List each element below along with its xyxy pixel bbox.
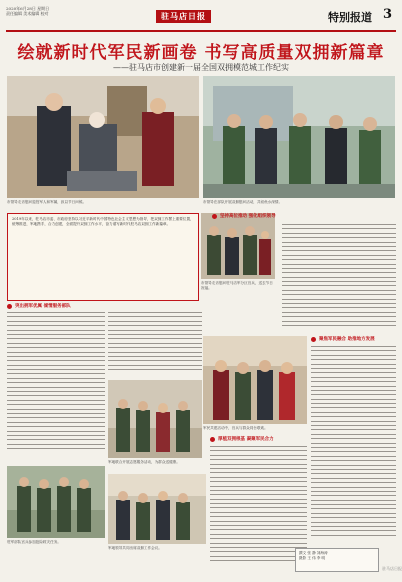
section-marker-icon [311, 337, 316, 342]
masthead [6, 4, 396, 32]
section-heading-text: 厚植双拥根基 凝聚军民合力 [218, 437, 274, 442]
section-heading-text: 突出拥军优属 倾情服务部队 [15, 304, 71, 309]
page-subheadline: ——驻马店市创建新一届全国双拥模范城工作纪实 [113, 63, 289, 72]
caption-photo-2: 市领导在部队开展双拥慰问活动，共叙鱼水深情。 [203, 200, 283, 204]
photo-joint-celebration [203, 336, 307, 424]
intro-text: 2019年以来，驻马店市委、市政府坚持以习近平新时代中国特色社会主义思想为指导，把双拥工作摆上重要位置，统筹推进，军地携手，合力创建，全面提升双拥工作水平，奋力谱写新时代驻马店双拥工作新篇章。 [12, 217, 194, 227]
paper-stamp: 驻马店日报 [382, 566, 402, 571]
section-marker-icon [7, 304, 12, 309]
byline-writers: 撰文 张 静 刘海涛 [299, 551, 328, 555]
body-text-block [108, 312, 202, 376]
photo-volunteer-service [108, 380, 202, 458]
section-heading-text: 聚焦军民融合 助推地方发展 [319, 337, 375, 342]
photo-conference [108, 474, 206, 544]
body-text-block [282, 224, 396, 332]
section-heading-3 [311, 336, 375, 342]
caption-photo-5: 军民共建活动中，官兵与群众同台联欢。 [203, 426, 268, 430]
section-marker-icon [212, 214, 217, 219]
photo-rescue-mission [7, 466, 105, 538]
meta-date: 2020年6月28日 星期日 [6, 6, 50, 11]
section-heading-2 [7, 303, 71, 309]
page-headline: 绘就新时代军民新画卷 书写高质量双拥新篇章 [17, 43, 385, 63]
section-marker-icon [210, 437, 215, 442]
caption-photo-3: 市领导走访慰问驻马店军分区官兵，送去节日祝福。 [201, 281, 273, 290]
photo-troop-visit [203, 76, 395, 198]
caption-photo-4: 军地联合开展志愿服务活动，为群众送健康。 [108, 460, 180, 464]
meta-editors: 责任编辑 美术编辑 校对 [6, 11, 49, 16]
photo-veteran-visit [7, 76, 199, 198]
section-name: 特别报道 [328, 11, 372, 24]
page-number: 3 [382, 7, 392, 22]
caption-photo-1: 市领导走访慰问退役军人和军属，致以节日问候。 [7, 200, 87, 204]
masthead-rule [6, 30, 396, 32]
intro-box [7, 213, 199, 301]
caption-photo-7: 军地领导共同出席双拥工作会议。 [108, 546, 162, 550]
issue-meta [6, 6, 86, 16]
paper-name: 驻马店日报 [156, 10, 211, 23]
section-heading-4 [210, 436, 274, 442]
section-heading-1 [212, 213, 276, 219]
byline-photographers: 摄影 王 伟 李 明 [299, 556, 326, 560]
section-heading-text: 坚持高位推动 强化组织领导 [220, 214, 276, 219]
byline-box [295, 548, 379, 572]
photo-garrison-visit [201, 213, 275, 279]
body-text-block [311, 346, 396, 542]
body-text-block [210, 446, 307, 572]
body-text-block [7, 312, 105, 462]
caption-photo-6: 驻军部队官兵参加抢险救灾任务。 [7, 540, 61, 544]
